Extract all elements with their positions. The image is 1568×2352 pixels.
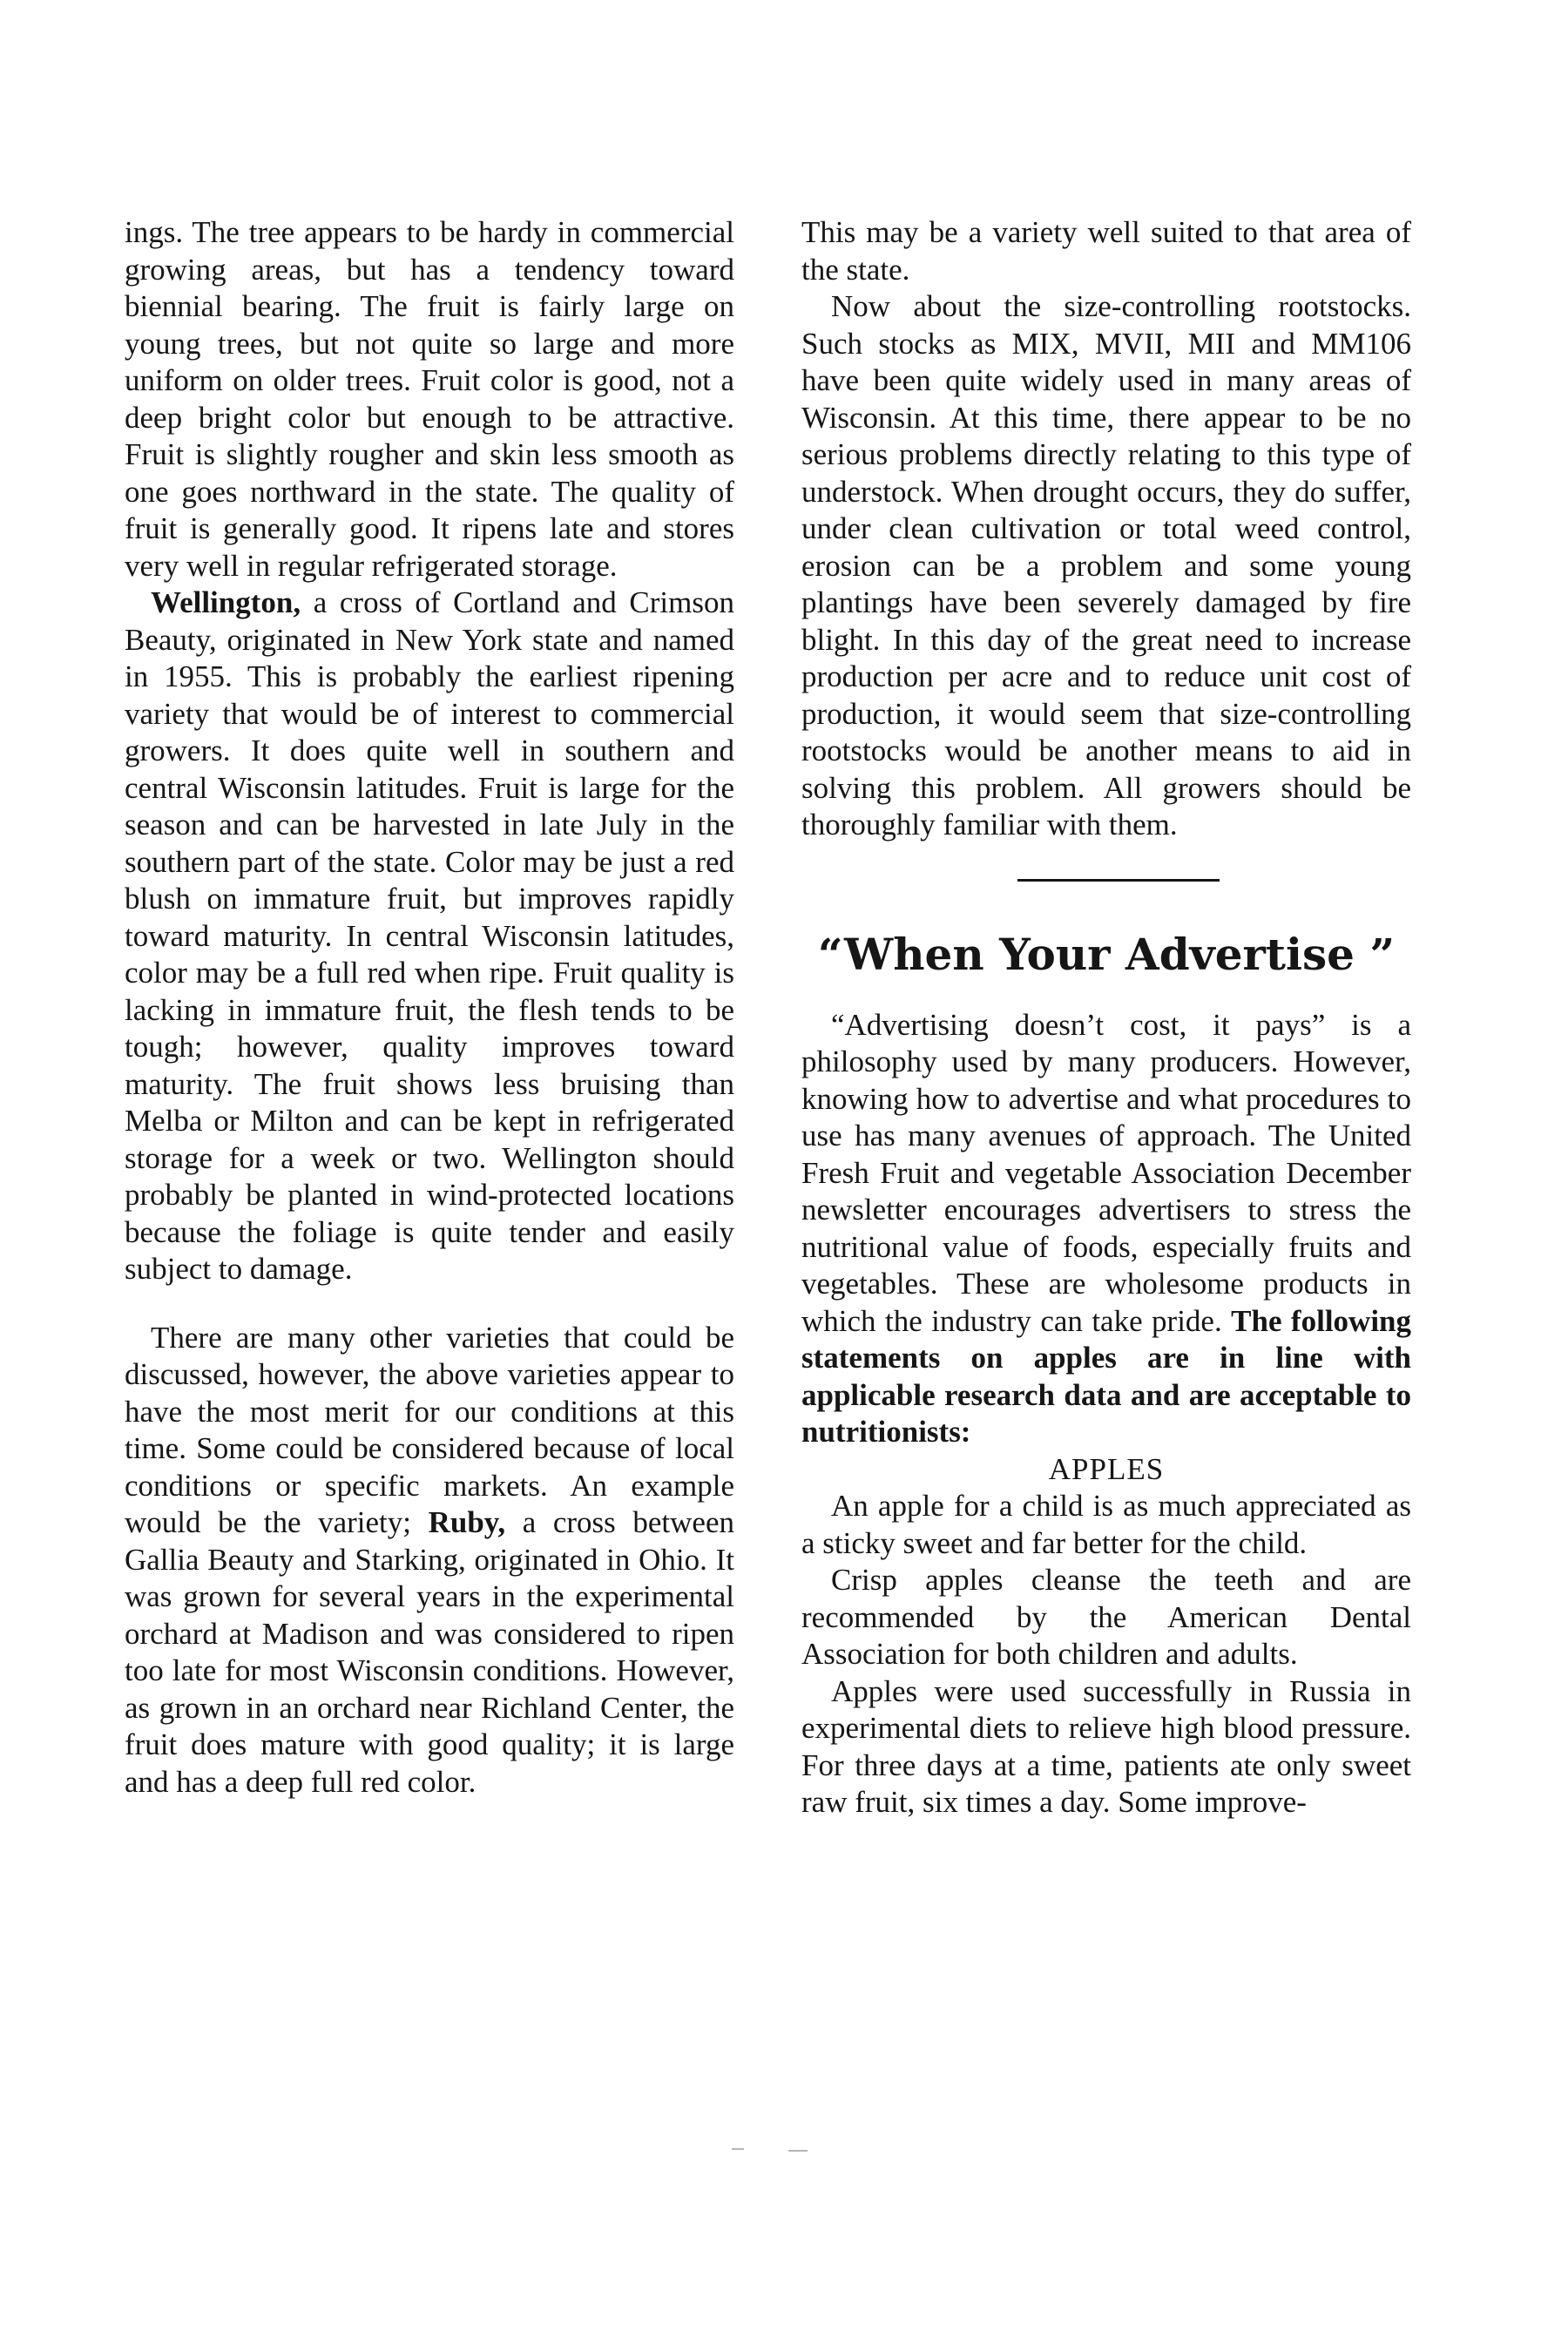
left-column (125, 214, 734, 1801)
wellington-text: a cross of Cortland and Crimson Beauty, originated in New York state and named in 1955. This is probably the earliest ripening variety that would be of interest to commercial growers. It does quite well in southern and central Wisconsin latitudes. Fruit is large for the season and can be harvested in late July in the southern part of the state. Color may be just a red blush on immature fruit, but improves rapidly toward maturity. In central Wisconsin latitudes, color may be a full red when ripe. Fruit quality is lacking in immature fruit, the flesh tends to be tough; however, quality improves toward maturity. The fruit shows less bruising than Melba or Milton and can be kept in refrigerated storage for a week or two. Wellington should probably be planted in wind-protected locations because the foliage is quite tender and easily subject to damage. (125, 585, 734, 1286)
right-paragraph-1: This may be a variety well suited to that area of the state. (801, 215, 1411, 287)
right-column (801, 214, 1411, 1821)
right-paragraph-rootstocks: Now about the size-controlling rootstocks. Such stocks as MIX, MVII, MII and MM106 have been quite widely used in many areas of Wisconsin. At this time, there appear to be no serious problems directly relating to this type of understock. When drought occurs, they do suffer, under clean cultivation or total weed control, erosion can be a problem and some young plantings have been severely damaged by fire blight. In this day of the great need to increase production per acre and to reduce unit cost of production, it would seem that size-controlling rootstocks would be another means to aid in solving this problem. All growers should be thoroughly familiar with them. (801, 289, 1411, 841)
left-paragraph-wellington (125, 585, 734, 1288)
right-paragraph-crisp-apples: Crisp apples cleanse the teeth and are recommended by the American Dental Association for both children and adults. (801, 1563, 1411, 1671)
variety-name-ruby: Ruby, (428, 1505, 506, 1539)
section-divider (1017, 879, 1220, 882)
other-varieties-text-start: There are many other varieties that could be discussed, however, the above varieties appear to have the most merit for our conditions at this time. Some could be considered because of local conditions or specific markets. An example would be the variety; (125, 1320, 734, 1539)
scan-speck (788, 2150, 808, 2152)
advertising-text: “Advertising doesn’t cost, it pays” is a philosophy used by many producers. However, knowing how to advertise and what procedures to use has many avenues of approach. The United Fresh Fruit and vegetable Association December newsletter encourages advertisers to stress the nutritional value of foods, especially fruits and vegetables. These are wholesome products in which the industry can take pride. (801, 1007, 1411, 1338)
advertising-bold-text: The following statements on apples are in line with applicable research data and are acceptable to nutritionists: (801, 1303, 1412, 1449)
right-paragraph-russia: Apples were used successfully in Russia in experimental diets to relieve high blood pressure. For three days at a time, patients ate only sweet raw fruit, six times a day. Some improve- (801, 1673, 1411, 1819)
apples-subheading: APPLES (1048, 1451, 1165, 1486)
other-varieties-text-end: a cross between Gallia Beauty and Starking, originated in Ohio. It was grown for several years in the experimental orchard at Madison and was considered to ripen too late for most Wisconsin conditions. However, as grown in an orchard near Richland Center, the fruit does mature with good quality; it is large and has a deep full red color. (125, 1505, 734, 1799)
scan-speck (732, 2148, 744, 2150)
article-headline: “When Your Advertise ” (817, 928, 1396, 980)
right-paragraph-apple-child: An apple for a child is as much appreciated as a sticky sweet and far better for the child. (801, 1489, 1411, 1560)
right-paragraph-advertising (801, 1007, 1411, 1451)
left-paragraph-other-varieties (125, 1320, 734, 1801)
variety-name-wellington: Wellington, (151, 585, 301, 619)
left-paragraph-1: ings. The tree appears to be hardy in commercial growing areas, but has a tendency toward biennial bearing. The fruit is fairly large on young trees, but not quite so large and more uniform on older trees. Fruit color is good, not a deep bright color but enough to be attractive. Fruit is slightly rougher and skin less smooth as one goes northward in the state. The quality of fruit is generally good. It ripens late and stores very well in regular refrigerated storage. (125, 215, 734, 583)
